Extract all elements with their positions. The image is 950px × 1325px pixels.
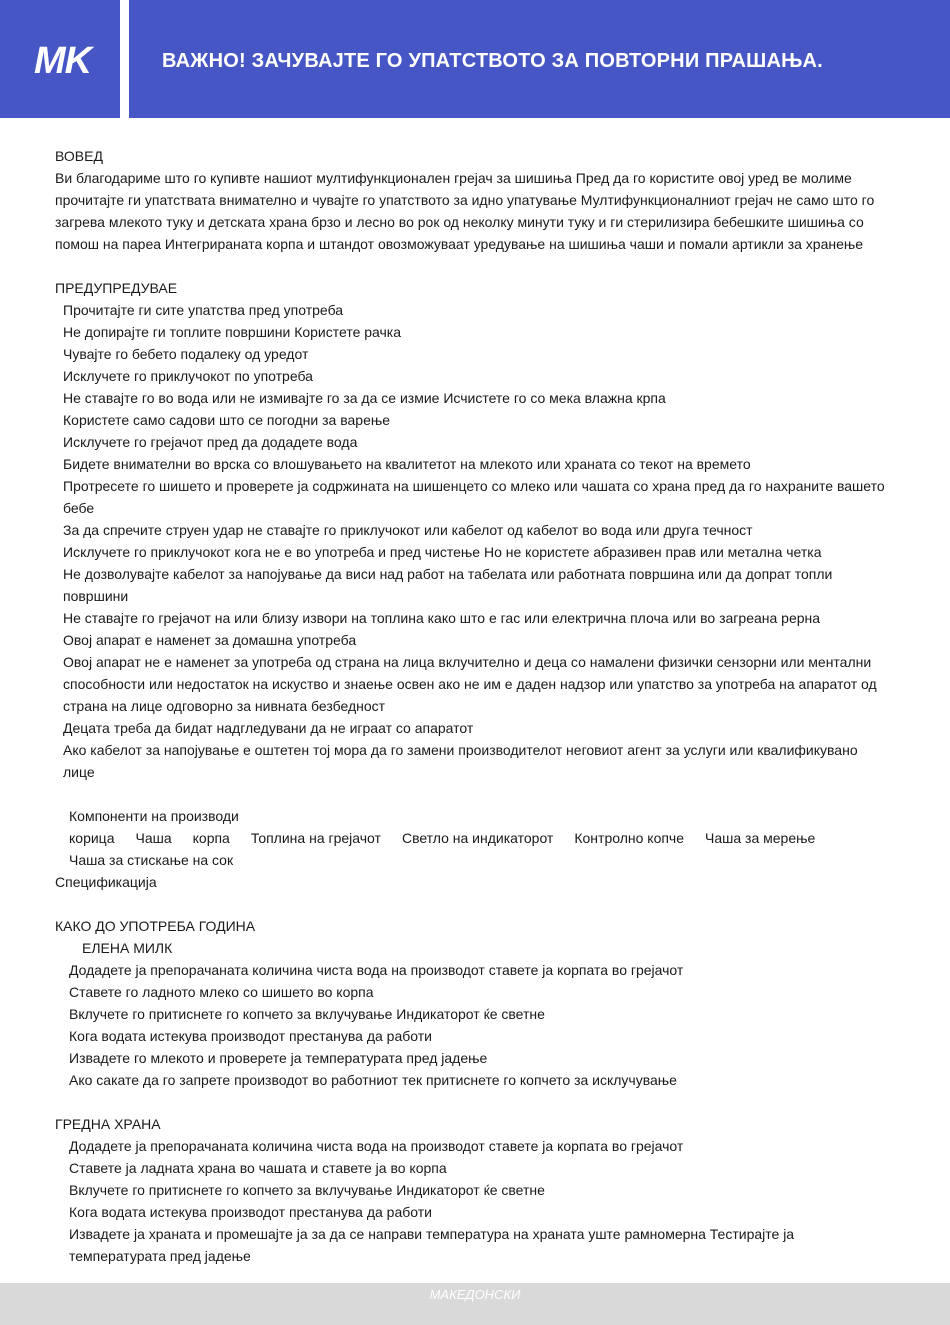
food-step: Извадете ја храната и промешајте ја за да се направи температура на храната уште рамномерна Тестирајте ја температурата пред јадење — [69, 1226, 795, 1264]
warning-item: Не ставајте го грејачот на или близу извори на топлина како што е гас или електрична плоча или во загреана рерна — [63, 610, 821, 626]
food-step: Кога водата истекува производот престанува да работи — [69, 1204, 432, 1220]
warning-item: Не допирајте ги топлите површини Користете рачка — [63, 324, 402, 340]
warning-item: Протресете го шишето и проверете ја содржината на шишенцето со млеко или чашата со храна пред да го нахраните вашето бебе — [63, 478, 885, 516]
page-footer — [0, 1283, 950, 1325]
warnings-heading: ПРЕДУПРЕДУВАЕ — [55, 280, 178, 296]
food-step: Вклучете го притиснете го копчето за вклучување Индикаторот ќе светне — [69, 1182, 545, 1198]
specification-heading: Спецификација — [55, 874, 157, 890]
page-header — [0, 0, 950, 118]
usage-subheading: ЕЛЕНА МИЛК — [82, 940, 173, 956]
component-item: Контролно копче — [574, 830, 685, 846]
component-item: Чаша за мерење — [705, 830, 816, 846]
warning-item: Исклучете го грејачот пред да додадете вода — [63, 434, 358, 450]
warning-item: Исклучете го приклучокот по употреба — [63, 368, 313, 384]
component-item: корица — [69, 830, 115, 846]
usage-step: Ако сакате да го запрете производот во работниот тек притиснете го копчето за исклучување — [69, 1072, 677, 1088]
warning-item: Овој апарат не е наменет за употреба од страна на лица вклучително и деца со намалени физички сензорни или ментални способности или недостаток на искуство и знаење освен ако не им е даден надзор или упатство за употреба на апаратот од страна на лице одговорно за нивната безбедност — [63, 654, 877, 714]
components-list — [55, 827, 890, 849]
header-divider — [120, 0, 129, 118]
component-item: Светло на индикаторот — [401, 830, 554, 846]
language-badge — [0, 0, 120, 118]
page-title: ВАЖНО! ЗАЧУВАЈТЕ ГО УПАТСТВОТО ЗА ПОВТОРНИ ПРАШАЊА. — [162, 50, 823, 72]
component-item: корпа — [192, 830, 230, 846]
footer-language: МАКЕДОНСКИ — [429, 1287, 521, 1302]
warning-item: Користете само садови што се погодни за варење — [63, 412, 391, 428]
intro-text: Ви благодариме што го купивте нашиот мултифункционален грејач за шишиња Пред да го користите овој уред ве молиме прочитајте ги упатствата внимателно и чувајте го упатството за идно упатување Мултифункционалниот грејач не само што го загрева млекото туку и детската храна брзо и лесно во рок од неколку минути туку и ги стерилизира бебешките шишиња со помош на пареа Интегрираната корпа и штандот овозможуваат уредување на шишиња чаши и помали артикли за хранење — [55, 170, 875, 252]
warning-item: Не ставајте го во вода или не измивајте го за да се измие Исчистете го со мека влажна крпа — [63, 390, 666, 406]
warning-item: Бидете внимателни во врска со влошувањето на квалитетот на млекото или храната со текот на времето — [63, 456, 751, 472]
warning-item: Прочитајте ги сите упатства пред употреба — [63, 302, 344, 318]
component-item: Чаша — [135, 830, 172, 846]
warning-item: Не дозволувајте кабелот за напојување да виси над работ на табелата или работната површина или да допрат топли површини — [63, 566, 833, 604]
food-heading: ГРЕДНА ХРАНА — [55, 1116, 161, 1132]
intro-heading: ВОВЕД — [55, 148, 103, 164]
warning-item: Овој апарат е наменет за домашна употреба — [63, 632, 357, 648]
warning-item: Децата треба да бидат надгледувани да не играат со апаратот — [63, 720, 474, 736]
warning-item: Исклучете го приклучокот кога не е во употреба и пред чистење Но не користете абразивен прав или метална четка — [63, 544, 822, 560]
usage-step: Вклучете го притиснете го копчето за вклучување Индикаторот ќе светне — [69, 1006, 545, 1022]
component-item: Топлина на грејачот — [250, 830, 381, 846]
component-item: Чаша за стискање на сок — [69, 852, 234, 868]
warning-item: За да спречите струен удар не ставајте го приклучокот или кабелот од кабелот во вода или друга течност — [63, 522, 753, 538]
language-code: MK — [34, 40, 92, 82]
usage-step: Кога водата истекува производот престанува да работи — [69, 1028, 432, 1044]
warning-item: Ако кабелот за напојување е оштетен тој мора да го замени производителот неговиот агент за услуги или квалификувано лице — [63, 742, 858, 780]
usage-heading: КАКО ДО УПОТРЕБА ГОДИНА — [55, 918, 256, 934]
food-step: Додадете ја препорачаната количина чиста вода на производот ставете ја корпата во грејачот — [69, 1138, 684, 1154]
food-step: Ставете ја ладната храна во чашата и ставете ја во корпа — [69, 1160, 447, 1176]
manual-content — [55, 145, 890, 1267]
usage-step: Извадете го млекото и проверете ја температурата пред јадење — [69, 1050, 488, 1066]
components-heading: Компоненти на производи — [69, 808, 239, 824]
usage-step: Додадете ја препорачаната количина чиста вода на производот ставете ја корпата во грејачот — [69, 962, 684, 978]
usage-step: Ставете го ладното млеко со шишето во корпа — [69, 984, 374, 1000]
warning-item: Чувајте го бебето подалеку од уредот — [63, 346, 309, 362]
